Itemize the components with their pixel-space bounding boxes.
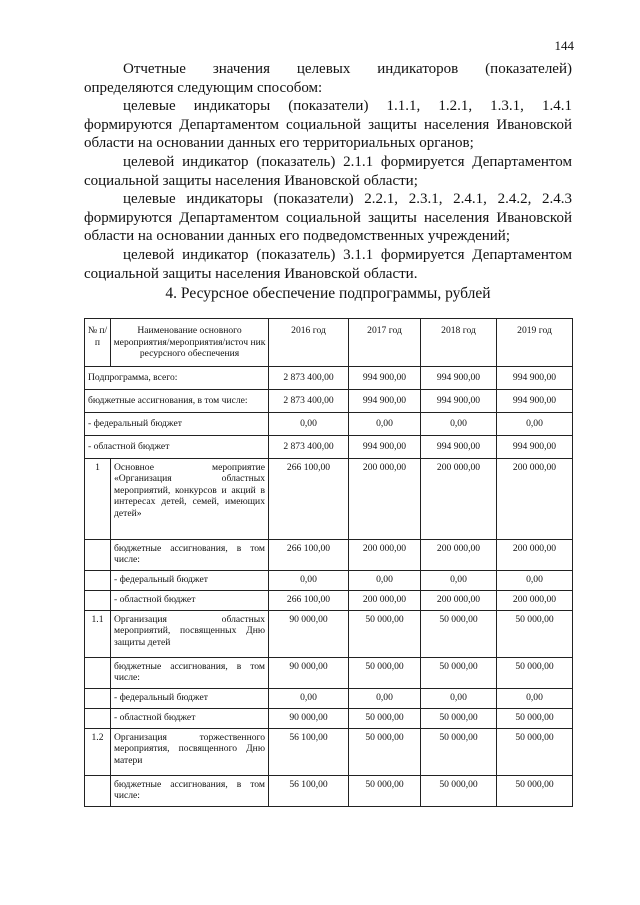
row-number: 1 [85,458,111,539]
paragraph: целевой индикатор (показатель) 3.1.1 формируется Департаментом социальной защиты населения Ивановской области. [84,246,572,282]
cell-value: 50 000,00 [497,610,573,657]
row-number [85,775,111,806]
cell-value: 0,00 [349,570,421,590]
table-row [85,435,573,458]
cell-value: 200 000,00 [497,590,573,610]
paragraph: целевые индикаторы (показатели) 1.1.1, 1.2.1, 1.3.1, 1.4.1 формируются Департаментом социальной защиты населения Ивановской области на основании данных его территориальных органов; [84,98,572,152]
row-name: - федеральный бюджет [111,570,269,590]
cell-value: 200 000,00 [349,539,421,570]
table-row [85,775,573,806]
cell-value: 50 000,00 [421,708,497,728]
cell-value: 50 000,00 [421,610,497,657]
table-row [85,389,573,412]
paragraph: целевой индикатор (показатель) 2.1.1 формируется Департаментом социальной защиты населения Ивановской области; [84,153,572,189]
row-name: - областной бюджет [111,708,269,728]
page-number: 144 [554,38,574,53]
cell-value: 50 000,00 [497,728,573,775]
cell-value: 0,00 [269,688,349,708]
header-name: Наименование основного мероприятия/мероприятия/источ ник ресурсного обеспечения [111,319,269,367]
paragraph: целевые индикаторы (показатели) 2.2.1, 2.3.1, 2.4.1, 2.4.2, 2.4.3 формируются Департаментом социальной защиты населения Ивановской области на основании данных его подведомственных учреждений; [84,191,572,245]
table-row [85,657,573,688]
row-name: Основное мероприятие «Организация областных мероприятий, конкурсов и акций в интересах детей, семей, имеющих детей» [111,458,269,539]
cell-value: 2 873 400,00 [269,366,349,389]
header-2016: 2016 год [269,319,349,367]
cell-value: 200 000,00 [497,539,573,570]
cell-value: 994 900,00 [421,389,497,412]
table-row [85,688,573,708]
cell-value: 266 100,00 [269,539,349,570]
cell-value: 200 000,00 [421,539,497,570]
row-number [85,708,111,728]
table-row [85,728,573,775]
cell-value: 50 000,00 [349,708,421,728]
row-label: бюджетные ассигнования, в том числе: [85,389,269,412]
cell-value: 200 000,00 [421,590,497,610]
cell-value: 56 100,00 [269,775,349,806]
cell-value: 0,00 [421,412,497,435]
row-number [85,590,111,610]
cell-value: 994 900,00 [349,435,421,458]
row-name: Организация торжественного мероприятия, посвященного Дню матери [111,728,269,775]
table-row [85,366,573,389]
cell-value: 50 000,00 [349,610,421,657]
row-number [85,657,111,688]
header-2018: 2018 год [421,319,497,367]
cell-value: 56 100,00 [269,728,349,775]
cell-value: 50 000,00 [497,657,573,688]
cell-value: 994 900,00 [349,366,421,389]
cell-value: 50 000,00 [421,728,497,775]
row-number [85,539,111,570]
table-row [85,570,573,590]
cell-value: 994 900,00 [421,435,497,458]
cell-value: 0,00 [497,570,573,590]
cell-value: 50 000,00 [349,728,421,775]
header-num: № п/п [85,319,111,367]
cell-value: 50 000,00 [497,708,573,728]
cell-value: 994 900,00 [497,366,573,389]
cell-value: 200 000,00 [349,590,421,610]
table-row [85,412,573,435]
cell-value: 50 000,00 [497,775,573,806]
table-row [85,610,573,657]
table-row [85,539,573,570]
row-label: - федеральный бюджет [85,412,269,435]
cell-value: 90 000,00 [269,610,349,657]
cell-value: 266 100,00 [269,458,349,539]
cell-value: 50 000,00 [349,775,421,806]
cell-value: 200 000,00 [421,458,497,539]
row-name: - областной бюджет [111,590,269,610]
paragraph: Отчетные значения целевых индикаторов (показателей) определяются следующим способом: [84,61,572,96]
resource-table [84,318,573,807]
row-number [85,570,111,590]
row-number: 1.1 [85,610,111,657]
table-row [85,590,573,610]
cell-value: 90 000,00 [269,657,349,688]
cell-value: 994 900,00 [421,366,497,389]
body-text [84,60,572,283]
header-2019: 2019 год [497,319,573,367]
table-row [85,708,573,728]
header-2017: 2017 год [349,319,421,367]
cell-value: 200 000,00 [349,458,421,539]
row-number [85,688,111,708]
cell-value: 90 000,00 [269,708,349,728]
row-name: бюджетные ассигнования, в том числе: [111,775,269,806]
row-label: Подпрограмма, всего: [85,366,269,389]
cell-value: 0,00 [497,688,573,708]
section-title: 4. Ресурсное обеспечение подпрограммы, рублей [165,285,491,302]
row-name: Организация областных мероприятий, посвященных Дню защиты детей [111,610,269,657]
row-name: - федеральный бюджет [111,688,269,708]
row-name: бюджетные ассигнования, в том числе: [111,539,269,570]
cell-value: 994 900,00 [497,389,573,412]
cell-value: 994 900,00 [497,435,573,458]
cell-value: 2 873 400,00 [269,435,349,458]
cell-value: 0,00 [349,412,421,435]
table-row [85,458,573,539]
cell-value: 0,00 [421,570,497,590]
cell-value: 2 873 400,00 [269,389,349,412]
cell-value: 266 100,00 [269,590,349,610]
cell-value: 0,00 [269,412,349,435]
row-label: - областной бюджет [85,435,269,458]
row-name: бюджетные ассигнования, в том числе: [111,657,269,688]
cell-value: 0,00 [269,570,349,590]
cell-value: 0,00 [349,688,421,708]
cell-value: 50 000,00 [421,775,497,806]
cell-value: 50 000,00 [421,657,497,688]
row-number: 1.2 [85,728,111,775]
cell-value: 994 900,00 [349,389,421,412]
table-header-row [85,319,573,367]
cell-value: 50 000,00 [349,657,421,688]
cell-value: 0,00 [497,412,573,435]
cell-value: 200 000,00 [497,458,573,539]
cell-value: 0,00 [421,688,497,708]
